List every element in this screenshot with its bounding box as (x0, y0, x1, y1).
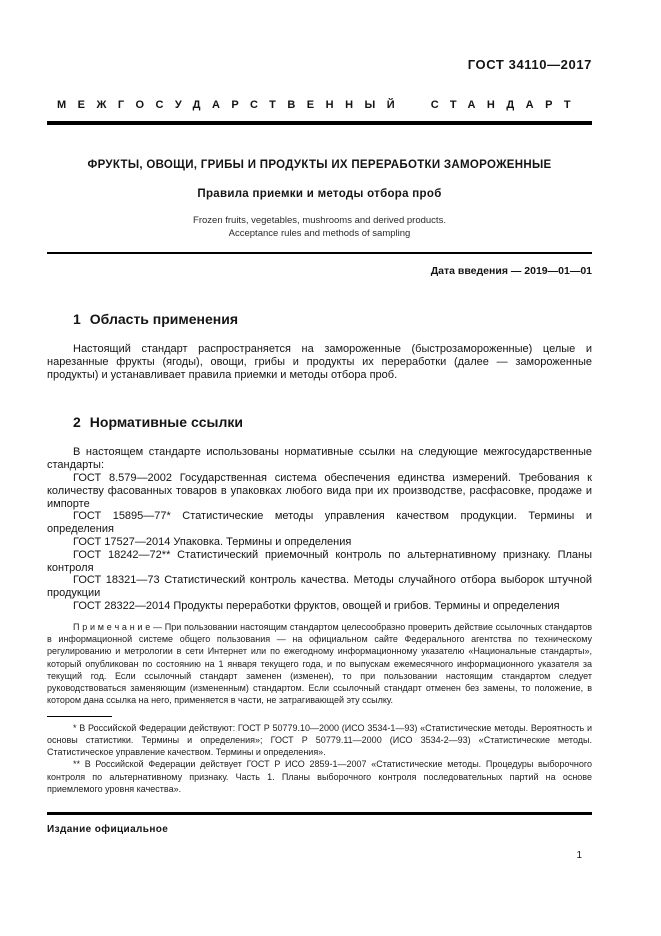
document-title-en-line2: Acceptance rules and methods of sampling (228, 228, 411, 239)
section-1-title: Область применения (89, 311, 239, 327)
reference-item: ГОСТ 28322—2014 Продукты переработки фруктов, овощей и грибов. Термины и определения (73, 599, 560, 612)
edition-note: Издание официальное (47, 824, 169, 835)
footnote-1: * В Российской Федерации действуют: ГОСТ Р 50779.10—2000 (ИСО 3534-1—93) «Статистические методы. Вероятность и основы статистики. Термины и определения»; ГОСТ Р 50779.11—2000 (ИСО 3534-2—93) «Статистические методы. Статистическое управление качеством. Термины и определения». (47, 722, 592, 757)
effective-date: Дата введения — 2019—01—01 (430, 265, 592, 277)
section-2-heading (73, 414, 592, 431)
reference-item: ГОСТ 8.579—2002 Государственная система обеспечения единства измерений. Требования к количеству фасованных товаров в упаковках любого вида при их производстве, расфасовке, продаже и импорте (47, 471, 592, 510)
section-1-heading (73, 311, 592, 328)
reference-item: ГОСТ 18321—73 Статистический контроль качества. Методы случайного отбора выборок штучной продукции (47, 574, 592, 600)
header-rule (47, 121, 592, 125)
footer-rule (47, 812, 592, 815)
section-2-number: 2 (73, 414, 81, 431)
reference-item: ГОСТ 15895—77* Статистические методы управления качеством продукции. Термины и определения (47, 510, 592, 536)
document-title-en (47, 214, 592, 240)
section-1-number: 1 (73, 311, 81, 327)
reference-item: ГОСТ 18242—72** Статистический приемочный контроль по альтернативному признаку. Планы контроля (47, 548, 592, 574)
section-2-title: Нормативные ссылки (89, 414, 243, 431)
document-title-en-line1: Frozen fruits, vegetables, mushrooms and derived products. (193, 215, 446, 226)
document-subtitle-ru: Правила приемки и методы отбора проб (197, 188, 442, 200)
footnote-separator (47, 716, 112, 717)
scope-paragraph: Настоящий стандарт распространяется на замороженные (быстрозамороженные) целые и нарезанные фрукты (ягоды), овощи, грибы и продукты их переработки (далее — замороженные продукты) и устанавливает правила приемки и методы отбора проб. (47, 343, 592, 381)
page-number: 1 (576, 850, 582, 861)
references-intro: В настоящем стандарте использованы нормативные ссылки на следующие межгосударственные стандарты: (47, 446, 592, 472)
standard-type-banner: МЕЖГОСУДАРСТВЕННЫЙ СТАНДАРТ (56, 99, 583, 111)
document-title-ru: ФРУКТЫ, ОВОЩИ, ГРИБЫ И ПРОДУКТЫ ИХ ПЕРЕРАБОТКИ ЗАМОРОЖЕННЫЕ (87, 159, 552, 171)
reference-item: ГОСТ 17527—2014 Упаковка. Термины и определения (73, 535, 352, 548)
footnote-2: ** В Российской Федерации действует ГОСТ Р ИСО 2859-1—2007 «Статистические методы. Процедуры выборочного контроля по альтернативному признаку. Часть 1. Планы выборочного контроля последовательных партий на основе приемлемого уровня качества». (47, 759, 592, 794)
references-note: П р и м е ч а н и е — При пользовании настоящим стандартом целесообразно проверить действие ссылочных стандартов в информационной системе общего пользования — на официальном сайте Федерального агентства по техническому регулированию и метрологии в сети Интернет или по ежегодному информационному указателю «Национальные стандарты», который опубликован по состоянию на 1 января текущего года, и по выпускам ежемесячного информационного указателя за текущий год. Если ссылочный стандарт заменен (изменен), то при пользовании настоящим стандартом следует руководствоваться заменяющим (измененным) стандартом. Если ссылочный стандарт отменен без замены, то положение, в котором дана ссылка на него, применяется в части, не затрагивающей эту ссылку. (47, 621, 592, 706)
doc-number: ГОСТ 34110—2017 (467, 57, 592, 72)
note-block (47, 621, 592, 707)
title-rule (47, 252, 592, 254)
